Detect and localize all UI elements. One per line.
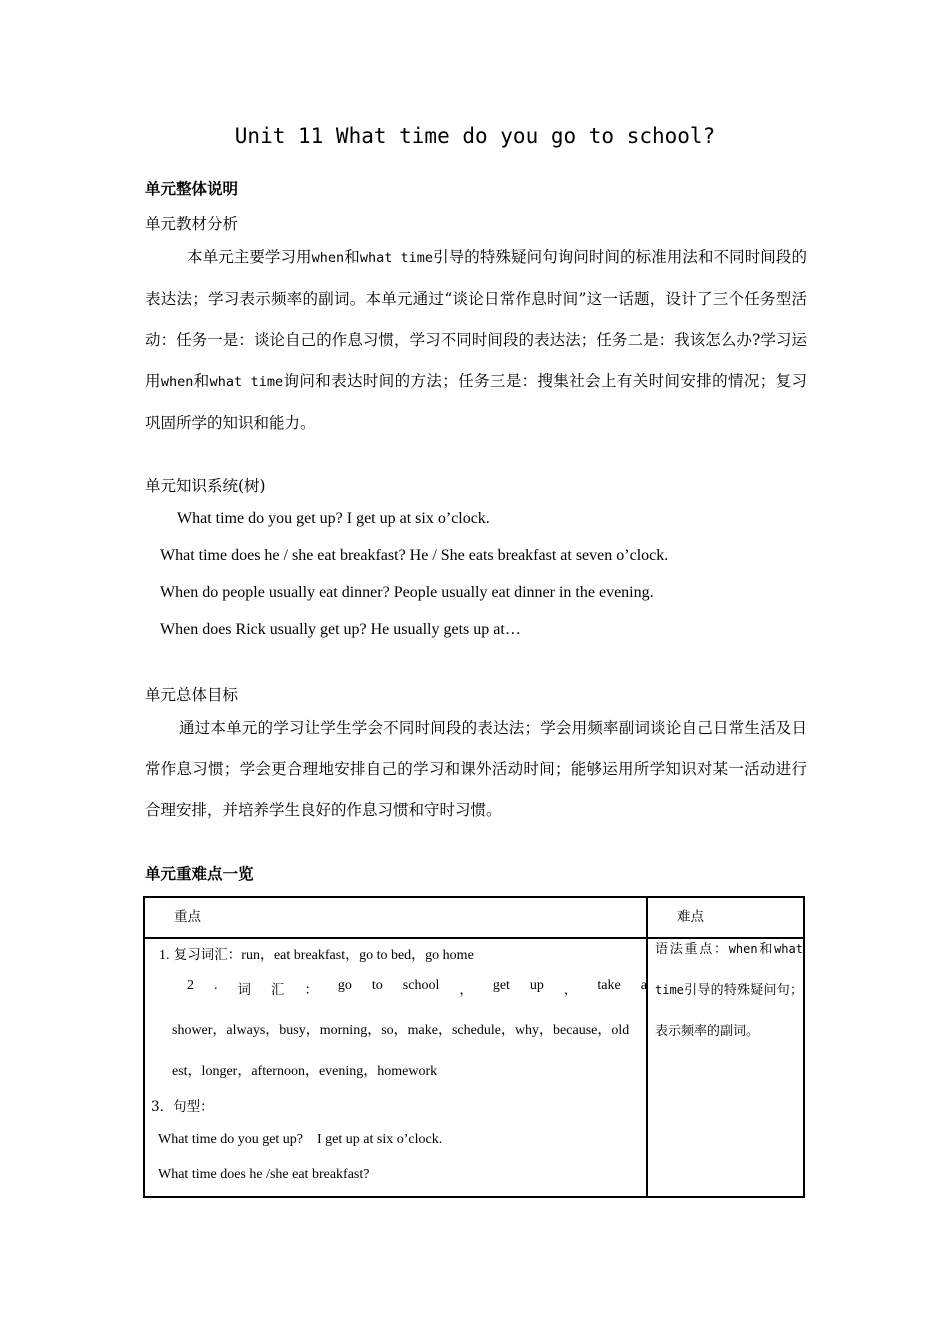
keypoints-heading: 单元重难点一览 [145,864,254,883]
difficult-content: 语法重点：when和what time引导的特殊疑问句；表示频率的副词。 [655,942,803,1039]
keypoints-table [143,896,805,1198]
knowledge-line: When does Rick usually get up? He usually gets up at… [160,621,521,638]
key-item-3: 3．句型： [151,1099,214,1115]
knowledge-line: What time does he / she eat breakfast? He / She eats breakfast at seven o’clock. [160,547,669,564]
key-item-2-line1: 2 . 词 汇 ： go to school ， get up ， take a [187,978,647,998]
page-title: Unit 11 What time do you go to school? [234,124,716,148]
analysis-heading: 单元教材分析 [145,215,239,233]
section-overview-heading: 单元整体说明 [145,179,239,198]
table-header-difficult: 难点 [677,909,704,925]
table-divider [646,898,648,1196]
knowledge-heading: 单元知识系统(树) [145,477,266,495]
knowledge-line: What time do you get up? I get up at six o’clock. [177,510,490,527]
table-header-key: 重点 [174,909,201,925]
goals-heading: 单元总体目标 [145,686,239,704]
key-item-2-line2: shower，always，busy，morning，so，make，schedule，why，because，old [172,1023,630,1038]
knowledge-line: When do people usually eat dinner? People usually eat dinner in the evening. [160,584,654,601]
key-item-1: 1. 复习词汇：run，eat breakfast，go to bed，go home [159,947,474,963]
analysis-paragraph: 本单元主要学习用when和what time引导的特殊疑问句询问时间的标准用法和不同时间段的表达法；学习表示频率的副词。本单元通过“谈论日常作息时间”这一话题，设计了三个任务型活动：任务一是：谈论自己的作息习惯，学习不同时间段的表达法；任务二是：我该怎么办?学习运用when和what time询问和表达时间的方法；任务三是：搜集社会上有关时间安排的情况；复习巩固所学的知识和能力。 [145,248,807,432]
key-item-2-line3: est，longer，afternoon，evening，homework [172,1064,438,1079]
key-sentence: What time does he /she eat breakfast? [158,1167,370,1182]
key-sentence: What time do you get up? I get up at six o’clock. [158,1132,443,1147]
goals-paragraph: 通过本单元的学习让学生学会不同时间段的表达法；学会用频率副词谈论自己日常生活及日常作息习惯；学会更合理地安排自己的学习和课外活动时间；能够运用所学知识对某一活动进行合理安排，并培养学生良好的作息习惯和守时习惯。 [145,719,807,819]
